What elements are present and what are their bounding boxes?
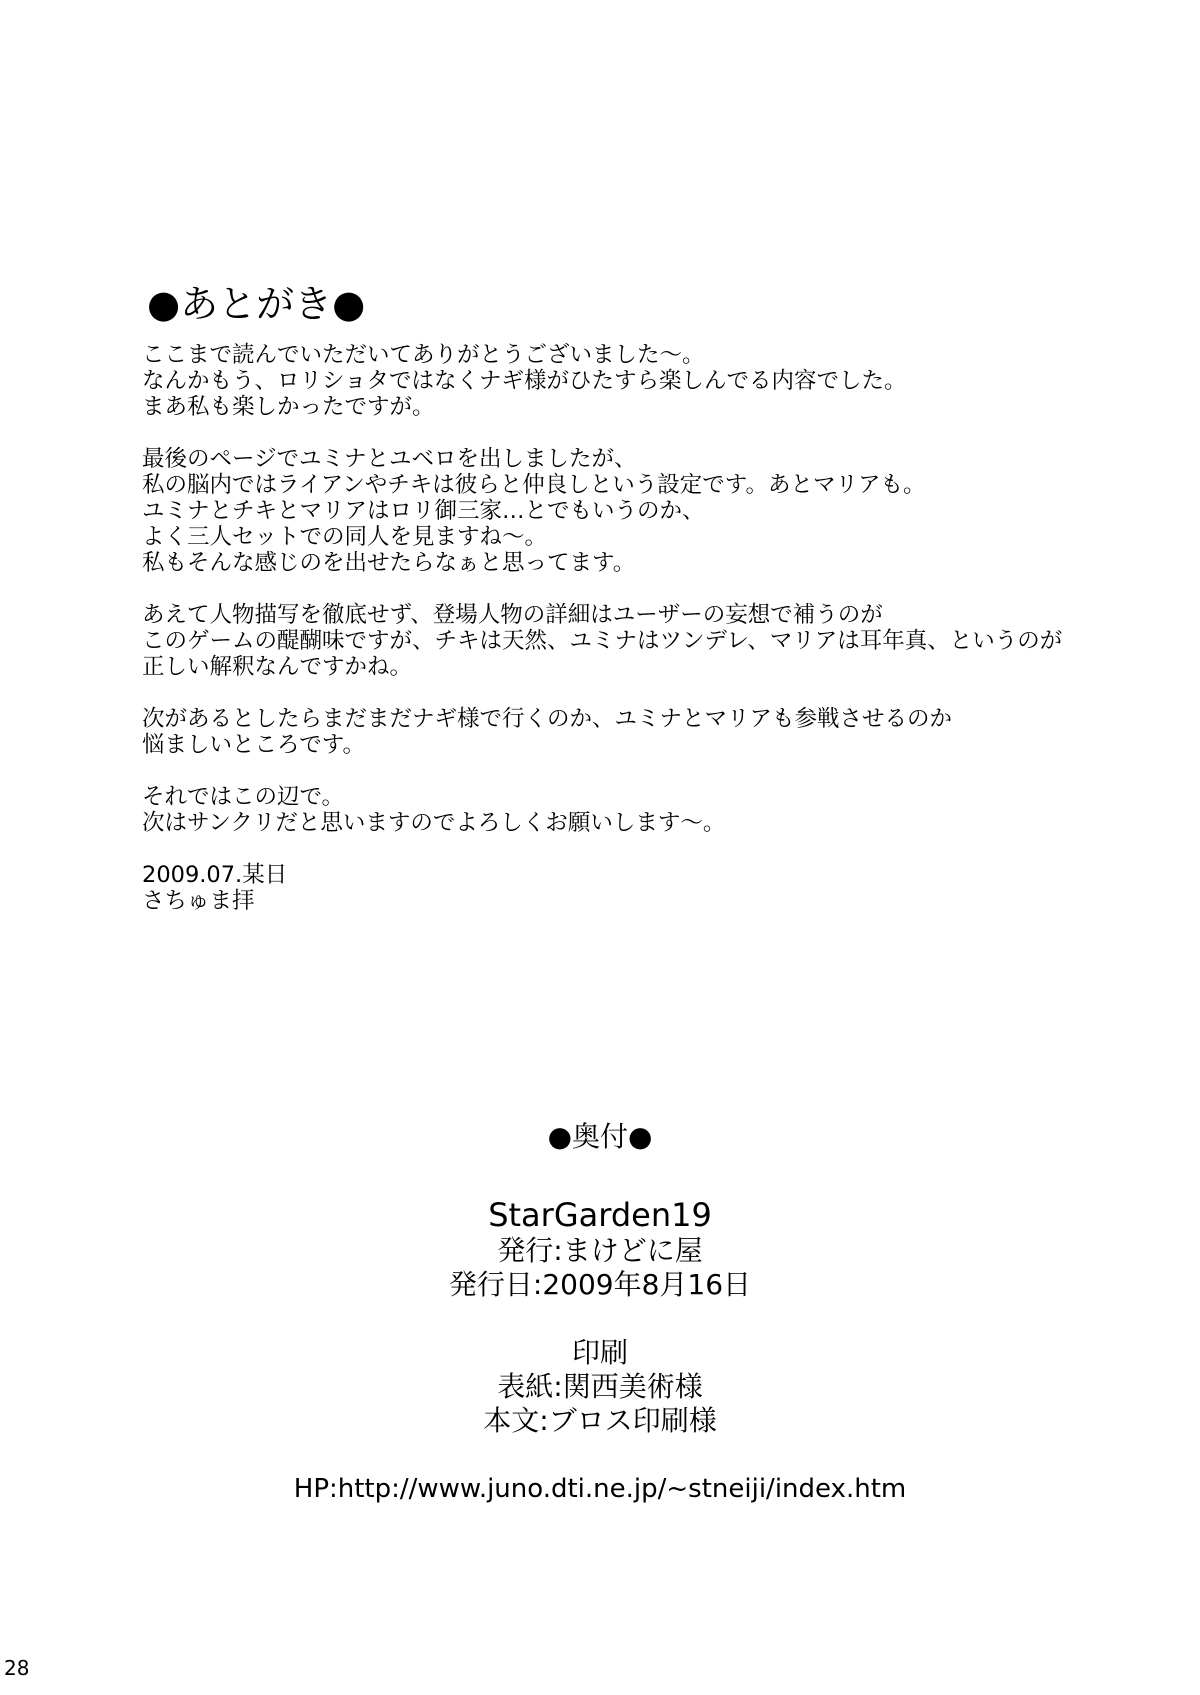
afterword-body: [142, 342, 1182, 914]
text-line: 最後のページでユミナとユベロを出しましたが、: [142, 446, 637, 472]
text-line: このゲームの醍醐味ですが、チキは天然、ユミナはツンデレ、マリアは耳年真、というのが: [142, 628, 1063, 654]
published-date: 発行日:2009年8月16日: [448, 1268, 752, 1301]
signature-author: さちゅま拝: [142, 888, 255, 914]
text-line: なんかもう、ロリショタではなくナギ様がひたすら楽しんでる内容でした。: [142, 368, 907, 394]
signature-date: 2009.07.某日: [142, 862, 288, 888]
text-line: ユミナとチキとマリアはロリ御三家…とでもいうのか、: [142, 498, 705, 524]
text-line: それではこの辺で。: [142, 784, 345, 810]
text-line: 悩ましいところです。: [142, 732, 365, 758]
text-line: 次があるとしたらまだまだナギ様で行くのか、ユミナとマリアも参戦させるのか: [142, 706, 953, 732]
colophon: [0, 1118, 1200, 1506]
page-number: 28: [4, 1656, 30, 1680]
print-info: [0, 1336, 1200, 1438]
text-line: 私の脳内ではライアンやチキは彼らと仲良しという設定です。あとマリアも。: [142, 472, 926, 498]
homepage-url: HP:http://www.juno.dti.ne.jp/~stneiji/index.htm: [293, 1474, 907, 1504]
cover-printer: 表紙:関西美術様: [497, 1370, 703, 1403]
book-title: StarGarden19: [488, 1196, 712, 1234]
text-line: ここまで読んでいただいてありがとうございました～。: [142, 342, 705, 368]
publisher: 発行:まけどに屋: [497, 1234, 703, 1267]
text-line: 次はサンクリだと思いますのでよろしくお願いします～。: [142, 810, 726, 836]
afterword-paragraph: [142, 446, 1182, 576]
afterword-paragraph: [142, 706, 1182, 758]
text-line: 私もそんな感じのを出せたらなぁと思ってます。: [142, 550, 636, 576]
afterword-paragraph: [142, 602, 1182, 680]
afterword-paragraph: [142, 342, 1182, 420]
text-line: まあ私も楽しかったですが。: [142, 394, 435, 420]
afterword-paragraph: [142, 784, 1182, 836]
afterword-title: ●あとがき●: [147, 282, 366, 326]
text-line: あえて人物描写を徹底せず、登場人物の詳細はユーザーの妄想で補うのが: [142, 602, 883, 628]
print-label: 印刷: [571, 1336, 628, 1369]
body-printer: 本文:ブロス印刷様: [483, 1404, 717, 1437]
text-line: よく三人セットでの同人を見ますね～。: [142, 524, 548, 550]
colophon-heading: ●奥付●: [547, 1120, 653, 1153]
signature: [142, 862, 1182, 914]
text-line: 正しい解釈なんですかね。: [142, 654, 413, 680]
